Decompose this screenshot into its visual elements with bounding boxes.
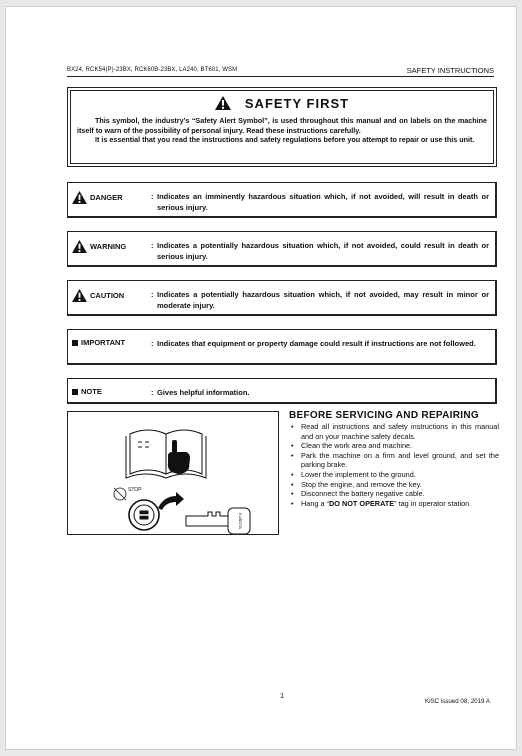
note-colon: :	[151, 388, 154, 397]
important-box	[67, 329, 497, 365]
manual-and-key-illustration	[68, 412, 278, 534]
safety-first-paragraph-2: It is essential that you read the instructions and safety regulations before you attempt to repair or use this unit.	[95, 135, 475, 144]
key-brand-text: KUBOTA	[238, 512, 243, 530]
caution-alert-icon	[72, 289, 87, 302]
illustration-box	[67, 411, 279, 535]
stop-engine-icon	[114, 487, 142, 500]
tag-suffix: ” tag in operator station.	[394, 498, 472, 508]
issue-info: KiSC issued 08, 2019 A	[424, 698, 490, 705]
safety-alert-icon	[215, 96, 231, 110]
list-item: • Read all instructions and safety instructions in this manual and on your machine safety decals.	[289, 422, 499, 441]
note-label: NOTE	[81, 387, 102, 396]
remove-key-arrow-icon	[158, 492, 184, 510]
danger-label: DANGER	[90, 193, 123, 202]
warning-box	[67, 231, 497, 267]
important-label: IMPORTANT	[81, 338, 126, 347]
stop-text: STOP	[128, 487, 142, 493]
note-box	[67, 378, 497, 404]
before-servicing-list	[289, 422, 499, 508]
warning-colon: :	[151, 241, 154, 250]
safety-first-box	[67, 87, 497, 167]
danger-colon: :	[151, 192, 154, 201]
danger-box	[67, 182, 497, 218]
important-square-icon	[72, 340, 78, 346]
do-not-operate-text: DO NOT OPERATE	[329, 498, 395, 508]
safety-first-title: SAFETY FIRST	[244, 96, 350, 111]
warning-alert-icon	[72, 240, 87, 253]
caution-colon: :	[151, 290, 154, 299]
header-section: SAFETY INSTRUCTIONS	[406, 66, 494, 75]
note-text: Gives helpful information.	[157, 388, 250, 397]
list-item: • Disconnect the battery negative cable.	[289, 489, 499, 499]
warning-text: Indicates a potentially hazardous situation which, if not avoided, could result in death or serious injury.	[157, 241, 489, 261]
safety-first-heading	[77, 96, 487, 112]
danger-alert-icon	[72, 191, 87, 204]
note-square-icon	[72, 389, 78, 395]
page-number: 1	[280, 691, 285, 700]
warning-label: WARNING	[90, 242, 127, 251]
before-servicing-title: BEFORE SERVICING AND REPAIRING	[289, 410, 479, 421]
list-item: • Clean the work area and machine.	[289, 441, 499, 451]
manual-page	[5, 6, 517, 750]
caution-box	[67, 280, 497, 316]
header-models: BX24, RCK54(P)-23BX, RCK60B-23BX, LA240, BT601, WSM	[67, 67, 238, 73]
list-item: • Lower the implement to the ground.	[289, 470, 499, 480]
header-rule	[67, 76, 494, 77]
tag-prefix: Hang a “	[301, 498, 329, 508]
open-manual-icon	[126, 430, 206, 478]
caution-label: CAUTION	[90, 291, 125, 300]
list-item: • Stop the engine, and remove the key.	[289, 480, 499, 490]
danger-text: Indicates an imminently hazardous situation which, if not avoided, will result in death or serious injury.	[157, 192, 489, 212]
ignition-switch-icon	[129, 500, 159, 530]
caution-text: Indicates a potentially hazardous situation which, if not avoided, may result in minor or moderate injury.	[157, 290, 489, 310]
key-icon	[186, 508, 250, 534]
list-item: • Park the machine on a firm and level ground, and set the parking brake.	[289, 451, 499, 470]
important-colon: :	[151, 339, 154, 348]
important-text: Indicates that equipment or property damage could result if instructions are not followed.	[157, 339, 476, 348]
list-item	[289, 499, 499, 509]
safety-first-paragraph-1: This symbol, the industry’s “Safety Alert Symbol”, is used throughout this manual and on labels on the machine itself to warn of the possibility of personal injury. Read these instructions carefully.	[77, 116, 487, 135]
